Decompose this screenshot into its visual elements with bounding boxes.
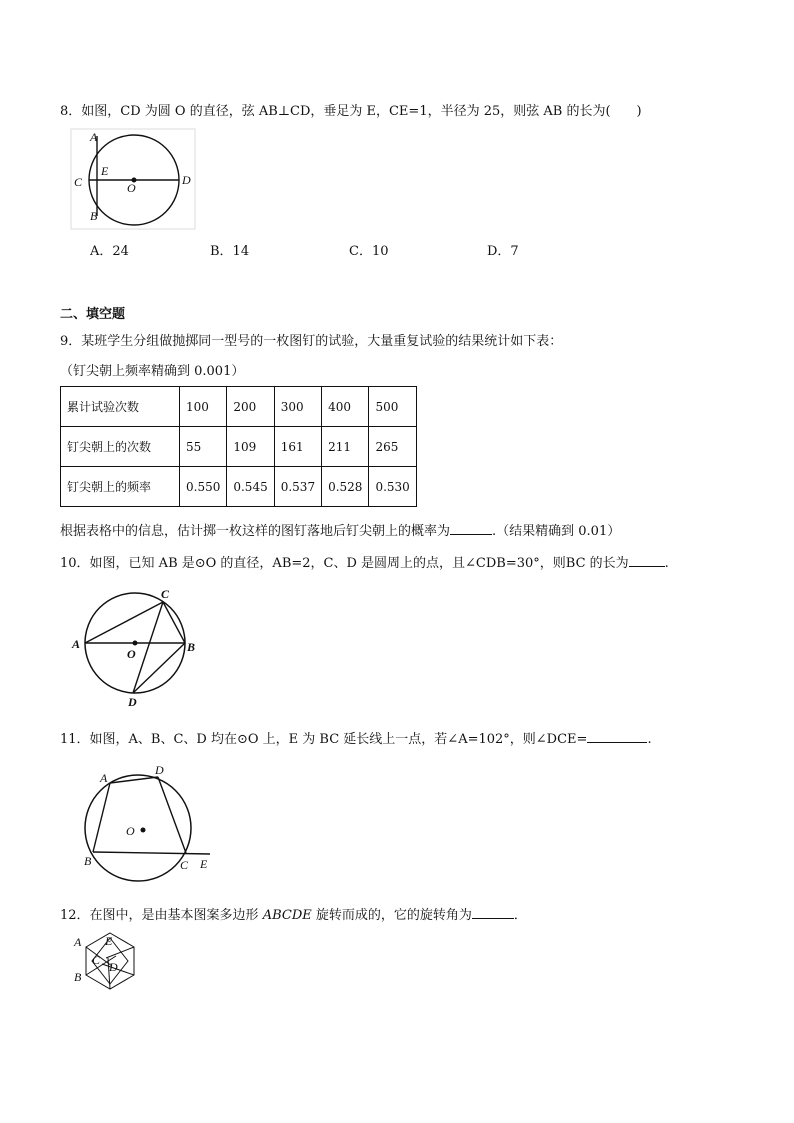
- table-cell: 161: [274, 427, 321, 467]
- q8-label-b: B: [90, 209, 98, 223]
- q11-label-d: D: [155, 763, 164, 777]
- q10-text: [60, 556, 669, 572]
- table-cell: 0.530: [369, 467, 416, 507]
- q11-text-before: 11．如图，A、B、C、D 均在⊙O 上，E 为 BC 延长线上一点，若∠A=102°，则∠DCE=: [60, 732, 588, 747]
- q11-line-bce: [93, 852, 210, 854]
- q10-text-before: 10．如图，已知 AB 是⊙O 的直径，AB=2，C、D 是圆周上的点，且∠CDB=30°，则BC 的长为: [60, 556, 629, 571]
- q11-side-dc: [158, 777, 186, 853]
- q9-question: [60, 524, 620, 540]
- table-cell: 300: [274, 387, 321, 427]
- section-title: 二、填空题: [60, 307, 126, 322]
- table-row-label: 累计试验次数: [61, 387, 180, 427]
- table-row-label: 钉尖朝上的次数: [61, 427, 180, 467]
- q11-figure: [78, 763, 228, 888]
- q11-label-c: C: [180, 858, 189, 872]
- q10-label-b: B: [187, 640, 196, 654]
- q12-label-a: A: [74, 935, 82, 949]
- q8-label-c: C: [74, 175, 83, 189]
- table-cell: 100: [180, 387, 227, 427]
- table-row: [61, 427, 417, 467]
- table-cell: 400: [322, 387, 369, 427]
- q9-text: 9．某班学生分组做抛掷同一型号的一枚图钉的试验，大量重复试验的结果统计如下表：: [60, 334, 563, 349]
- q12-label-d: D: [109, 960, 118, 974]
- q10-label-c: C: [161, 587, 170, 601]
- table-row: [61, 387, 417, 427]
- table-cell: 55: [180, 427, 227, 467]
- q11-side-ab: [93, 783, 110, 852]
- table-cell: 265: [369, 427, 416, 467]
- table-cell: 0.545: [227, 467, 274, 507]
- table-cell: 0.528: [322, 467, 369, 507]
- q12-text-before: 12．在图中，是由基本图案多边形: [60, 908, 263, 923]
- q12-figure: [72, 930, 144, 992]
- q9-note: （钉尖朝上频率精确到 0.001）: [60, 364, 245, 379]
- q8-figure: [70, 128, 200, 233]
- table-cell: 500: [369, 387, 416, 427]
- q8-label-d: D: [182, 173, 191, 187]
- q12-text: [60, 908, 527, 924]
- q9-question-before: 根据表格中的信息，估计掷一枚这样的图钉落地后钉尖朝上的概率为: [60, 524, 451, 539]
- q11-text-after: .: [647, 732, 652, 747]
- q10-label-a: A: [72, 637, 81, 651]
- q10-answer-blank[interactable]: [629, 566, 665, 567]
- q8-text: 8．如图，CD 为圆 O 的直径，弦 AB⊥CD，垂足为 E，CE=1，半径为 25，则弦 AB 的长为( ): [60, 104, 642, 119]
- q11-circle: [85, 775, 191, 881]
- table-cell: 211: [322, 427, 369, 467]
- table-row: [61, 467, 417, 507]
- q12-answer-blank[interactable]: [472, 918, 514, 919]
- q12-text-after: ．: [513, 908, 527, 923]
- q10-figure: [70, 588, 210, 713]
- q9-frequency-table: [60, 386, 417, 507]
- q8-option-b[interactable]: B．14: [210, 244, 250, 259]
- table-cell: 200: [227, 387, 274, 427]
- q8-option-c[interactable]: C．10: [349, 244, 389, 259]
- q12-label-b: B: [74, 970, 82, 984]
- q12-polygon-name: ABCDE: [262, 908, 312, 923]
- q12-label-e: E: [105, 934, 113, 948]
- q11-label-o: O: [126, 824, 135, 838]
- table-cell: 0.550: [180, 467, 227, 507]
- q8-label-e: E: [101, 164, 109, 178]
- q11-label-e: E: [200, 857, 208, 871]
- q11-text: [60, 732, 652, 748]
- table-cell: 109: [227, 427, 274, 467]
- q9-answer-blank[interactable]: [450, 534, 492, 535]
- q9-question-after: .（结果精确到 0.01）: [492, 524, 621, 539]
- q10-chord-cb: [163, 602, 185, 643]
- q12-label-c: C: [92, 953, 101, 967]
- q11-label-b: B: [84, 854, 92, 868]
- table-cell: 0.537: [274, 467, 321, 507]
- q8-option-d[interactable]: D．7: [487, 244, 519, 259]
- q12-text-middle: 旋转而成的，它的旋转角为: [311, 908, 472, 923]
- q10-center-dot: [133, 641, 138, 646]
- q10-label-o: O: [127, 647, 136, 661]
- q10-text-after: .: [664, 556, 669, 571]
- q10-label-d: D: [128, 695, 137, 709]
- q11-answer-blank[interactable]: [587, 742, 647, 743]
- q8-label-a: A: [90, 130, 98, 144]
- q12-spoke-2: [106, 947, 134, 958]
- q11-label-a: A: [100, 771, 108, 785]
- q8-option-a[interactable]: A．24: [90, 244, 129, 259]
- q11-center-dot: [141, 828, 146, 833]
- table-row-label: 钉尖朝上的频率: [61, 467, 180, 507]
- q8-label-o: O: [127, 181, 136, 195]
